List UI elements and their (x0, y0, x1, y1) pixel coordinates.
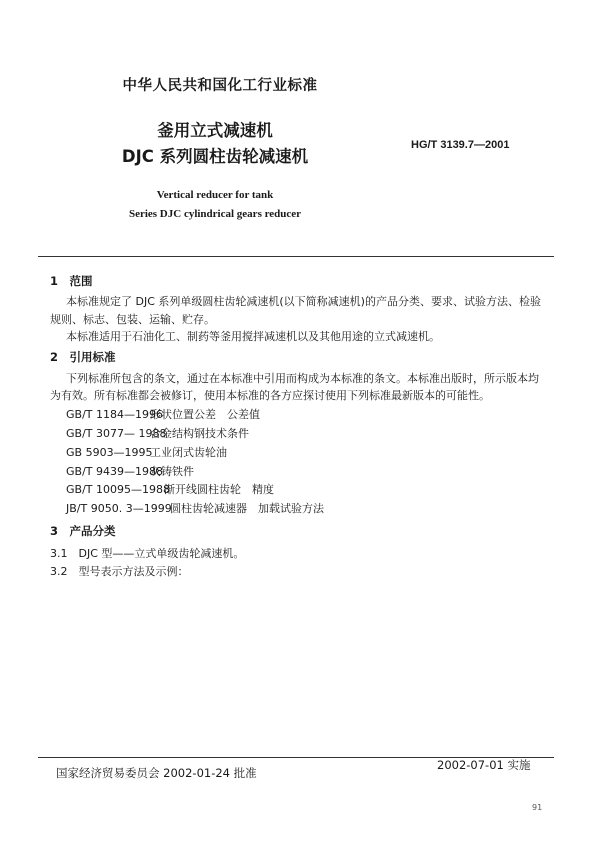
reference-item (66, 425, 249, 441)
reference-code: JB/T 9050. 3—1999 (66, 502, 172, 515)
reference-title: 形状位置公差 公差值 (150, 408, 260, 421)
implementation-date: 2002-07-01 实施 (437, 758, 531, 772)
section1-heading: 1 范围 (50, 274, 93, 288)
approval-date: 国家经济贸易委员会 2002-01-24 批准 (56, 766, 257, 780)
reference-item (66, 444, 227, 460)
reference-code: GB/T 9439—1988 (66, 465, 163, 478)
reference-code: GB/T 1184—1996 (66, 408, 163, 421)
reference-item (66, 500, 324, 516)
section3-item1: 3.1 DJC 型——立式单级齿轮减速机。 (50, 547, 245, 560)
standard-number: HG/T 3139.7—2001 (411, 139, 510, 151)
reference-item (66, 481, 274, 497)
section2-intro-line1: 下列标准所包含的条文，通过在本标准中引用而构成为本标准的条文。本标准出版时，所示版本均 (66, 372, 539, 385)
english-title-line1: Vertical reducer for tank (156, 189, 274, 201)
section3-heading: 3 产品分类 (50, 524, 116, 538)
header-divider (38, 256, 554, 257)
reference-code: GB/T 10095—1988 (66, 483, 170, 496)
reference-item (66, 406, 260, 422)
reference-title: 灰铸铁件 (150, 465, 194, 478)
reference-code: GB 5903—1995 (66, 446, 153, 459)
document-title-line2: DJC 系列圆柱齿轮减速机 (121, 147, 309, 166)
reference-title: 合金结构钢技术条件 (150, 427, 249, 440)
reference-code: GB/T 3077— 1988 (66, 427, 167, 440)
page-number: 91 (532, 803, 543, 812)
reference-item (66, 463, 194, 479)
english-title-line2: Series DJC cylindrical gears reducer (128, 208, 302, 220)
section1-para1-line1: 本标准规定了 DJC 系列单级圆柱齿轮减速机(以下简称减速机)的产品分类、要求、试验方法、检验 (66, 295, 541, 308)
reference-title: 圆柱齿轮减速器 加载试验方法 (170, 502, 324, 515)
section3-item2: 3.2 型号表示方法及示例： (50, 565, 189, 578)
reference-title: 工业闭式齿轮油 (150, 446, 227, 459)
section2-intro-line2: 为有效。所有标准都会被修订，使用本标准的各方应探讨使用下列标准最新版本的可能性。 (50, 389, 490, 402)
section1-para1-line2: 规则、标志、包装、运输、贮存。 (50, 313, 215, 326)
industry-standard-header: 中华人民共和国化工行业标准 (122, 78, 318, 94)
reference-title: 渐开线圆柱齿轮 精度 (164, 483, 274, 496)
section2-heading: 2 引用标准 (50, 350, 116, 364)
section1-para2: 本标准适用于石油化工、制药等釜用搅拌减速机以及其他用途的立式减速机。 (66, 330, 440, 343)
document-title-line1: 釜用立式减速机 (157, 121, 273, 140)
